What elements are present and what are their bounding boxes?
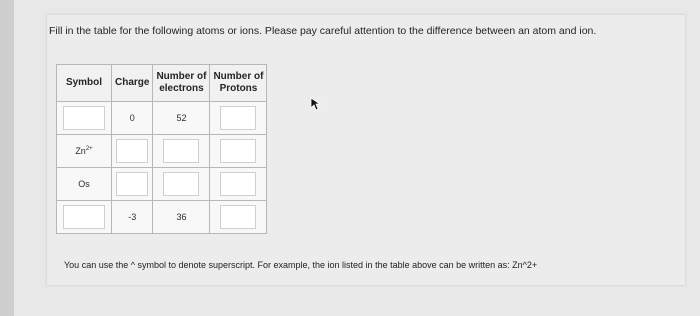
row-1-symbol-input[interactable]	[63, 106, 105, 130]
header-protons: Number of Protons	[210, 65, 267, 102]
row-4-charge-cell	[112, 201, 153, 234]
row-3-electrons-cell	[153, 168, 210, 201]
table-header-row	[57, 65, 267, 102]
header-symbol: Symbol	[57, 65, 112, 102]
row-1-protons-input[interactable]	[220, 106, 256, 130]
row-4-electrons-value: 36	[176, 212, 187, 222]
row-2-protons-input[interactable]	[220, 139, 256, 163]
row-3-protons-input[interactable]	[220, 172, 256, 196]
mouse-pointer-icon	[310, 97, 322, 111]
row-4-symbol-cell	[57, 201, 112, 234]
row-1-charge-value: 0	[129, 113, 135, 123]
row-2-electrons-cell	[153, 135, 210, 168]
row-4-charge-value: -3	[128, 212, 137, 222]
row-3-electrons-input[interactable]	[163, 172, 199, 196]
row-3-charge-cell	[112, 168, 153, 201]
left-page-edge	[0, 0, 15, 316]
header-electrons: Number of electrons	[153, 65, 210, 102]
question-instruction: Fill in the table for the following atoms or ions. Please pay careful attention to the difference between an atom and ion.	[49, 25, 597, 37]
row-1-electrons-cell	[153, 102, 210, 135]
table-row	[57, 135, 267, 168]
row-1-symbol-cell	[57, 102, 112, 135]
table-row	[57, 201, 267, 234]
row-3-symbol-value: Os	[78, 179, 90, 189]
row-2-charge-input[interactable]	[116, 139, 148, 163]
row-2-symbol-text: Zn	[75, 146, 86, 156]
row-1-protons-cell	[210, 102, 267, 135]
row-4-protons-cell	[210, 201, 267, 234]
row-4-protons-input[interactable]	[220, 205, 256, 229]
atom-ion-table	[56, 64, 267, 234]
row-2-symbol-cell	[57, 135, 112, 168]
row-2-protons-cell	[210, 135, 267, 168]
row-4-electrons-cell	[153, 201, 210, 234]
row-2-charge-cell	[112, 135, 153, 168]
row-4-symbol-input[interactable]	[63, 205, 105, 229]
table-row	[57, 102, 267, 135]
row-2-symbol-superscript: 2+	[85, 146, 93, 152]
row-2-electrons-input[interactable]	[163, 139, 199, 163]
row-1-electrons-value: 52	[176, 113, 187, 123]
row-1-charge-cell	[112, 102, 153, 135]
row-2-symbol-value	[75, 146, 92, 156]
superscript-note: You can use the ^ symbol to denote superscript. For example, the ion listed in the table above can be written as: Zn^2+	[64, 260, 538, 270]
header-charge: Charge	[112, 65, 153, 102]
row-3-charge-input[interactable]	[116, 172, 148, 196]
table-row	[57, 168, 267, 201]
atom-ion-table-container	[56, 64, 267, 234]
row-3-symbol-cell	[57, 168, 112, 201]
row-3-protons-cell	[210, 168, 267, 201]
